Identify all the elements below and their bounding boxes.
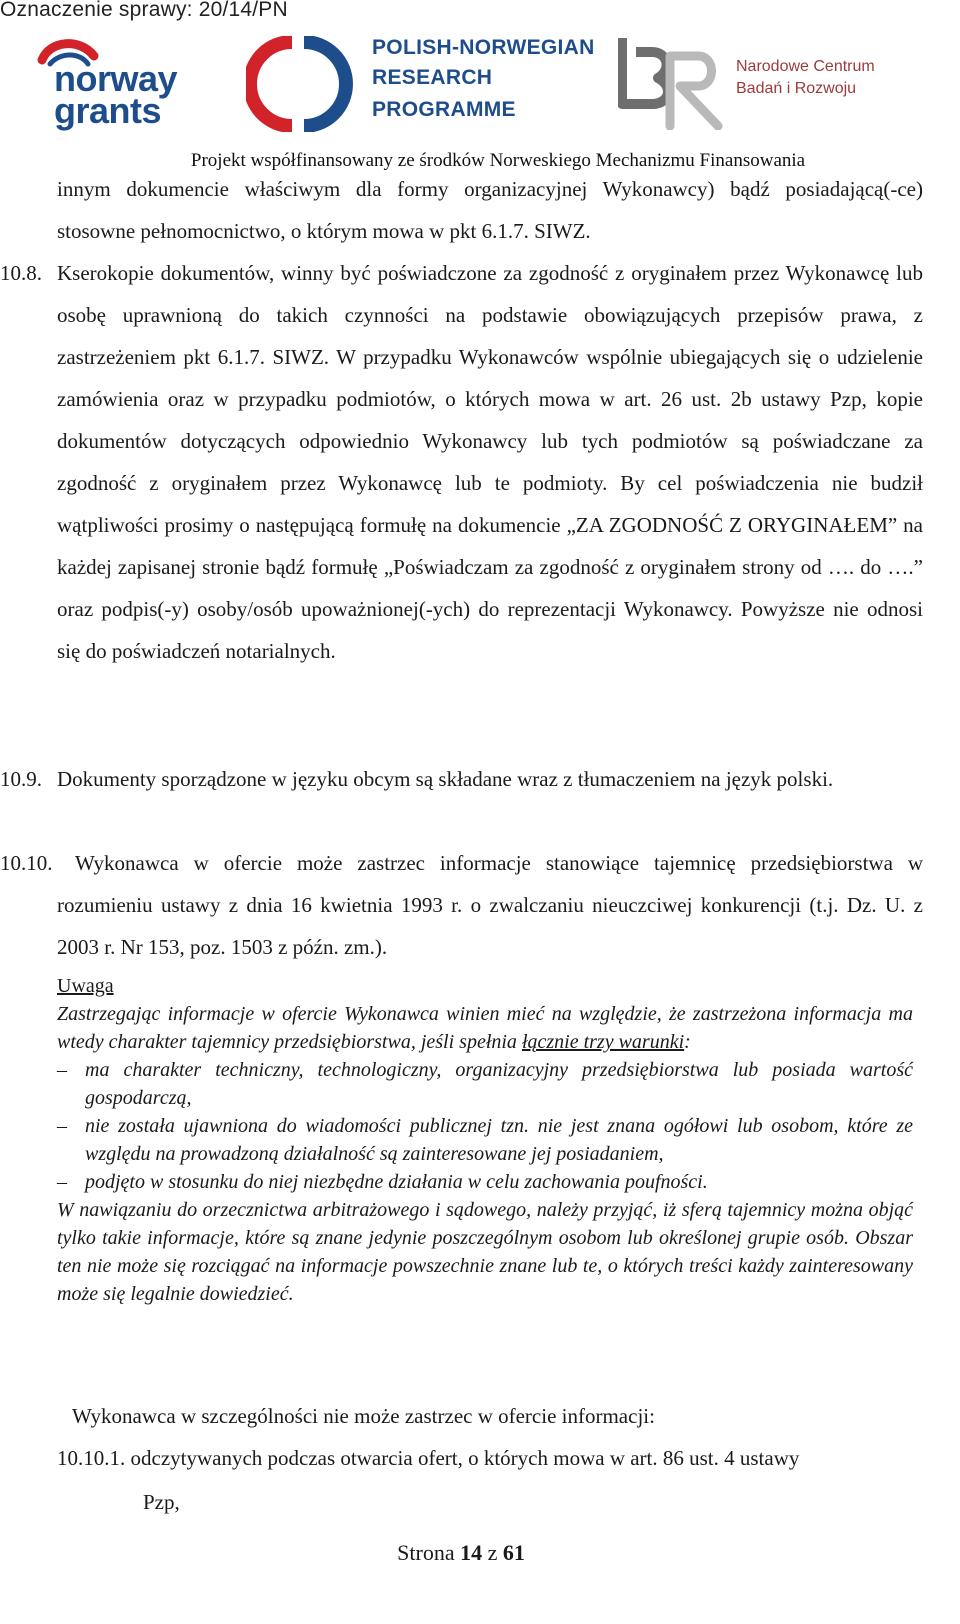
note-bullet — [57, 1056, 913, 1112]
ncbr-emblem-icon — [618, 34, 738, 130]
section-number: 10.9. — [0, 767, 42, 791]
footer-z: z — [487, 1540, 498, 1565]
norway-grants-text-1: norway — [54, 58, 178, 99]
note-intro-text: Zastrzegając informacje w ofercie Wykonawca winien mieć na względzie, że zastrzeżona informacja ma wtedy charakter tajemnicy przedsiębiorstwa, jeśli spełnia — [57, 1003, 913, 1053]
norway-grants-text-2: grants — [54, 90, 162, 131]
note-intro-underlined: łącznie trzy warunki — [521, 1031, 685, 1053]
section-text: Kserokopie dokumentów, winny być poświadczone za zgodność z oryginałem przez Wykonawcę lub osobę uprawnioną do takich czynności na podstawie obowiązujących przepisów prawa, z zastrzeżeniem pkt 6.1.7. SIWZ. W przypadku Wykonawców wspólnie ubiegających się o udzielenie zamówienia oraz w przypadku podmiotów, o których mowa w art. 26 ust. 2b ustawy Pzp, kopie dokumentów dotyczących odpowiednio Wykonawcy lub tych podmiotów są poświadczane za zgodność z oryginałem przez Wykonawcę lub te podmioty. By cel poświadczenia nie budził wątpliwości prosimy o następującą formułę na dokumencie „ZA ZGODNOŚĆ Z ORYGINAŁEM” na każdej zapisanej stronie bądź formułę „Poświadczam za zgodność z oryginałem strony od …. do ….” oraz podpis(-y) osoby/osób upoważnionej(-ych) do reprezentacji Wykonawcy. Powyższe nie odnosi się do poświadczeń notarialnych. — [57, 261, 923, 663]
bullet-text: ma charakter techniczny, technologiczny, organizacyjny przedsiębiorstwa lub posiada wartość gospodarczą, — [85, 1059, 913, 1109]
section-text-continuation: Pzp, — [143, 1490, 180, 1514]
section-text: Dokumenty sporządzone w języku obcym są składane wraz z tłumaczeniem na język polski. — [57, 767, 834, 791]
note-bullet — [57, 1168, 913, 1196]
note-block — [57, 972, 913, 1308]
note-bullet — [57, 1112, 913, 1168]
note-title: Uwaga — [57, 975, 114, 997]
ncbr-text-2: Badań i Rozwoju — [736, 80, 857, 97]
footer-strona: Strona — [397, 1540, 455, 1565]
paragraph-continuation: innym dokumencie właściwym dla formy organizacyjnej Wykonawcy) bądź posiadającą(-ce) stosowne pełnomocnictwo, o którym mowa w pkt 6.1.7. SIWZ. — [57, 177, 923, 243]
section-text — [57, 842, 923, 968]
pnrp-text-1: POLISH-NORWEGIAN — [372, 36, 595, 59]
pnrp-emblem-icon — [246, 36, 366, 132]
bullet-text: nie została ujawniona do wiadomości publicznej tzn. nie jest znana ogółowi lub osobom, które ze względu na prowadzoną działalność są zainteresowane jej posiadaniem, — [85, 1115, 913, 1165]
pnrp-text-2: RESEARCH — [372, 66, 493, 89]
logo-bar — [0, 30, 960, 150]
page-footer — [0, 1540, 922, 1566]
bullet-dash: – — [57, 1059, 67, 1081]
note-intro — [57, 1000, 913, 1056]
section-number: 10.8. — [0, 261, 42, 285]
section-10-10-1 — [57, 1436, 923, 1524]
pnrp-text-3: PROGRAMME — [372, 98, 516, 121]
section-number: 10.10.1. — [57, 1446, 126, 1470]
project-funding-line: Projekt współfinansowany ze środków Norweskiego Mechanizmu Finansowania — [190, 150, 806, 171]
section-text: odczytywanych podczas otwarcia ofert, o których mowa w art. 86 ust. 4 ustawy — [130, 1446, 800, 1470]
note-intro-colon: : — [684, 1031, 691, 1053]
exclusion-line: Wykonawca w szczególności nie może zastrzec w ofercie informacji: — [72, 1404, 655, 1428]
case-reference: Oznaczenie sprawy: 20/14/PN — [0, 0, 288, 21]
footer-page-number: 14 — [460, 1540, 483, 1565]
note-outro: W nawiązaniu do orzecznictwa arbitrażowego i sądowego, należy przyjąć, iż sferą tajemnicy można objąć tylko takie informacje, które są znane jedynie poszczególnym osobom lub określonej grupie osób. Obszar ten nie może się rozciągać na informacje powszechnie znane lub te, o których treści każdy zainteresowany może się legalnie dowiedzieć. — [57, 1199, 913, 1305]
bullet-text: podjęto w stosunku do niej niezbędne działania w celu zachowania poufności. — [85, 1171, 708, 1193]
bullet-dash: – — [57, 1171, 67, 1193]
section-number: 10.10. — [0, 851, 53, 875]
bullet-dash: – — [57, 1115, 67, 1137]
footer-total-pages: 61 — [502, 1540, 525, 1565]
section-text-content: Wykonawca w ofercie może zastrzec informacje stanowiące tajemnicę przedsiębiorstwa w rozumieniu ustawy z dnia 16 kwietnia 1993 r. o zwalczaniu nieuczciwej konkurencji (t.j. Dz. U. z 2003 r. Nr 153, poz. 1503 z późn. zm.). — [57, 851, 923, 959]
ncbr-text-1: Narodowe Centrum — [736, 58, 875, 75]
